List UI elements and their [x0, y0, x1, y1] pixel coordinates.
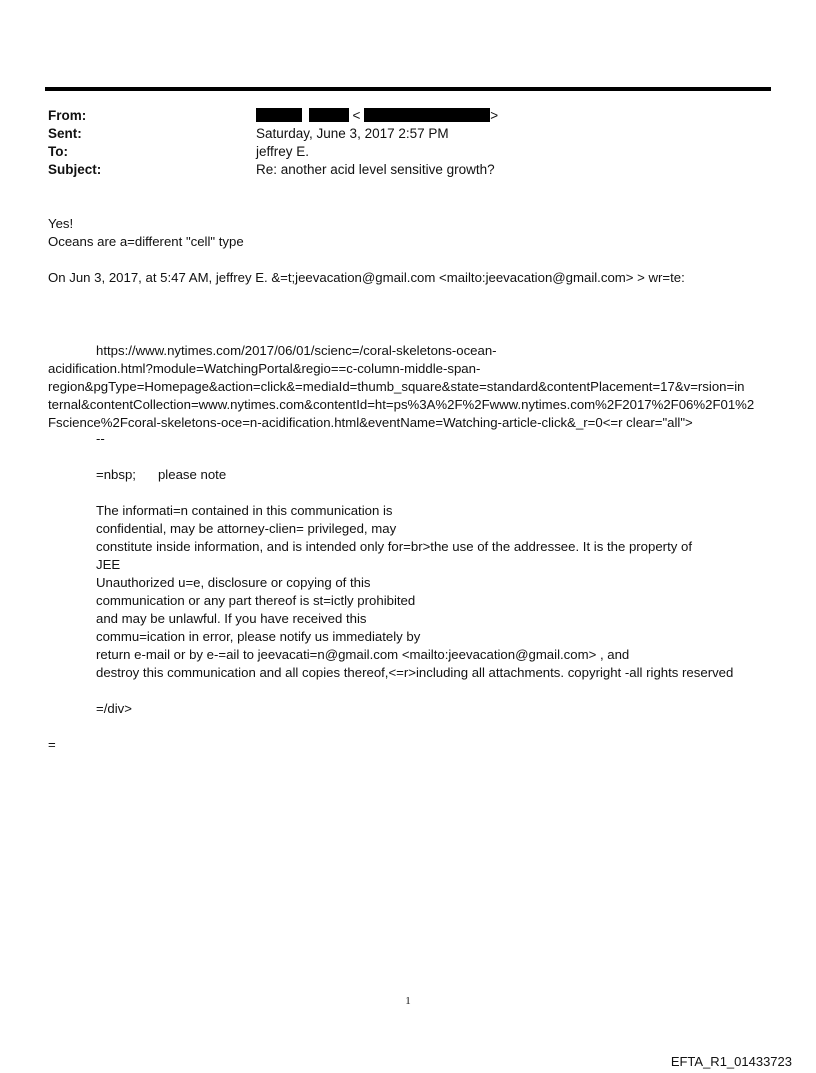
from-gt: >: [490, 108, 499, 123]
body-line: Oceans are a=different "cell" type: [48, 234, 244, 249]
nbsp-text: =nbsp;: [96, 467, 136, 482]
disclaimer-line: The informati=n contained in this communication is: [96, 503, 393, 518]
disclaimer-line: JEE: [96, 557, 121, 572]
page-number: 1: [405, 995, 411, 1007]
div-close-text: =/div>: [96, 701, 132, 716]
article-url-line: ternal&contentCollection=www.nytimes.com&contentId=ht=ps%3A%2F%2Fwww.nytimes.com%2F2017%2F06%2F01%2: [48, 397, 755, 412]
redaction-block: [256, 108, 302, 122]
disclaimer-line: return e-mail or by e-=ail to jeevacati=n@gmail.com <mailto:jeevacation@gmail.com> , and: [96, 647, 630, 662]
disclaimer-line: communication or any part thereof is st=ictly prohibited: [96, 593, 416, 608]
disclaimer-line: destroy this communication and all copies thereof,<=r>including all attachments. copyright -all rights reserved: [96, 665, 734, 680]
from-label: From:: [48, 108, 87, 123]
to-label: To:: [48, 144, 68, 159]
please-note-text: please note: [157, 467, 227, 482]
article-url-line: Fscience%2Fcoral-skeletons-oce=n-acidification.html&eventName=Watching-article-click&_r=0<=r clear="all">: [48, 415, 693, 430]
subject-label: Subject:: [48, 162, 102, 177]
to-value: jeffrey E.: [256, 144, 310, 159]
quote-intro: On Jun 3, 2017, at 5:47 AM, jeffrey E. &=t;jeevacation@gmail.com <mailto:jeevacation@gmail.com> > wr=te:: [48, 270, 685, 285]
body-line: Yes!: [48, 216, 74, 231]
disclaimer-line: confidential, may be attorney-clien= privileged, may: [96, 521, 397, 536]
article-url-line: acidification.html?module=WatchingPortal&regio==c-column-middle-span-: [48, 361, 481, 376]
signature-dashes: --: [96, 431, 105, 446]
disclaimer-line: constitute inside information, and is intended only for=br>the use of the addressee. It is the property of: [96, 539, 692, 554]
disclaimer-line: and may be unlawful. If you have received this: [96, 611, 367, 626]
trailing-equals: =: [48, 737, 56, 752]
document-id: EFTA_R1_01433723: [670, 1054, 792, 1069]
header-rule: [45, 87, 771, 91]
subject-value: Re: another acid level sensitive growth?: [256, 162, 495, 177]
redaction-block: [309, 108, 349, 122]
sent-label: Sent:: [48, 126, 82, 141]
article-url-line: https://www.nytimes.com/2017/06/01/scienc=/coral-skeletons-ocean-: [96, 343, 497, 358]
from-lt: <: [352, 108, 361, 123]
please-note-line: [96, 466, 226, 484]
disclaimer-line: commu=ication in error, please notify us immediately by: [96, 629, 421, 644]
redaction-block: [364, 108, 490, 122]
article-url-line: region&pgType=Homepage&action=click&=mediaId=thumb_square&state=standard&contentPlacement=17&v=rsion=in: [48, 379, 745, 394]
disclaimer-line: Unauthorized u=e, disclosure or copying of this: [96, 575, 371, 590]
from-value: [256, 107, 498, 125]
sent-value: Saturday, June 3, 2017 2:57 PM: [256, 126, 449, 141]
